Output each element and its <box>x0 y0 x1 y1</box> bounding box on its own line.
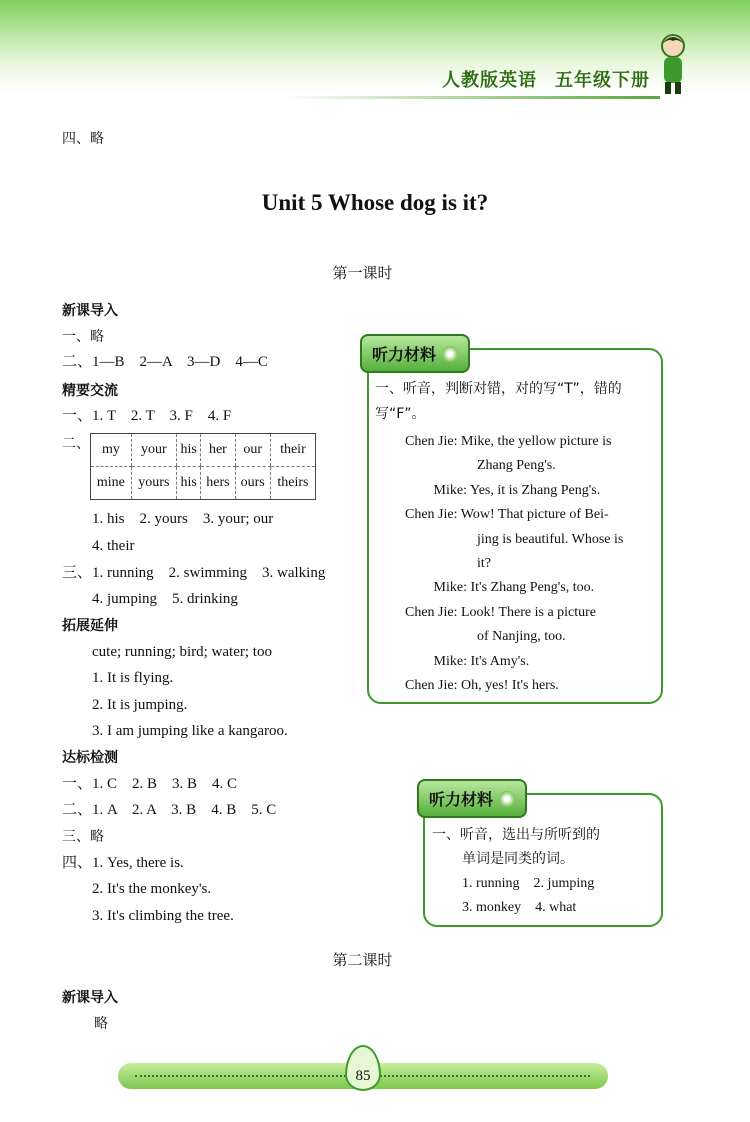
utterance: Mike, the yellow picture is <box>461 434 612 449</box>
test-line: 四、1. Yes, there is. <box>62 855 184 871</box>
table-cell: his <box>176 434 200 467</box>
utterance: Yes, it is Zhang Peng's. <box>469 482 601 498</box>
exchange-answer-line: 4. their <box>92 538 135 554</box>
new-intro-heading: 新课导入 <box>62 303 118 319</box>
table-cell: ours <box>235 467 270 500</box>
page-number: 85 <box>345 1045 381 1091</box>
dialogue-line: it? <box>477 556 491 572</box>
listening-instruction: 写“F”。 <box>375 406 426 422</box>
new-intro-item: 二、1—B 2—A 3—D 4—C <box>62 354 268 370</box>
unit-title: Unit 5 Whose dog is it? <box>261 190 489 215</box>
new-intro-item: 一、略 <box>62 329 104 345</box>
utterance: It's Amy's. <box>470 653 530 669</box>
dialogue-line <box>405 650 655 674</box>
table-cell: yours <box>131 467 176 500</box>
dialogue-line <box>405 430 655 454</box>
grade-name: 五年级下册 <box>555 70 650 90</box>
test-line: 3. It's climbing the tree. <box>92 908 234 924</box>
listening-instruction: 一、听音，选出与所听到的 <box>432 827 600 843</box>
listening-tab-label: 听力材料 <box>429 790 494 809</box>
extension-line: 2. It is jumping. <box>92 697 188 713</box>
exchange-item-label: 二、 <box>62 436 90 452</box>
dialogue-line: jing is beautiful. Whose is <box>477 531 624 547</box>
table-cell: your <box>131 434 176 467</box>
table-row <box>91 467 316 500</box>
book-title <box>424 66 650 92</box>
dialogue-line: Zhang Peng's. <box>477 458 556 474</box>
speaker: Chen Jie: <box>405 678 458 694</box>
dialogue-line <box>405 479 655 503</box>
table-cell: my <box>91 434 132 467</box>
flower-icon <box>442 346 458 362</box>
listening-material-tab <box>360 334 470 373</box>
table-cell: her <box>201 434 235 467</box>
lesson1-title: 第一课时 <box>332 264 393 282</box>
listening-instruction: 单词是同类的词。 <box>462 851 574 867</box>
utterance: Look! There is a picture <box>461 604 597 620</box>
exchange-answer-line: 三、1. running 2. swimming 3. walking <box>62 565 326 581</box>
dialogue-line <box>405 601 655 625</box>
lesson2-line: 略 <box>94 1016 108 1032</box>
test-line: 一、1. C 2. B 3. B 4. C <box>62 776 238 792</box>
table-cell: their <box>270 434 315 467</box>
mascot-illustration <box>655 32 691 96</box>
exchange-item: 一、1. T 2. T 3. F 4. F <box>62 408 232 424</box>
listening-instruction: 一、听音，判断对错，对的写“T”，错的 <box>375 381 622 397</box>
exchange-answer-line: 4. jumping 5. drinking <box>92 591 238 607</box>
dialogue-line <box>405 576 655 600</box>
prev-section-answer: 四、略 <box>62 131 104 147</box>
listening-answer-line: 3. monkey 4. what <box>462 900 577 915</box>
extension-line: 1. It is flying. <box>92 670 174 686</box>
speaker: Mike: <box>433 580 467 596</box>
lesson2-title: 第二课时 <box>332 951 393 969</box>
utterance: Wow! That picture of Bei- <box>460 507 609 523</box>
exchange-answer-line: 1. his 2. yours 3. your; our <box>92 511 274 527</box>
test-line: 三、略 <box>62 829 104 845</box>
dialogue-line: of Nanjing, too. <box>477 629 566 645</box>
dialogue-line <box>405 503 655 527</box>
header-divider <box>280 96 660 99</box>
utterance: It's Zhang Peng's, too. <box>470 580 595 596</box>
test-line: 二、1. A 2. A 3. B 4. B 5. C <box>62 802 277 818</box>
table-row <box>91 434 316 467</box>
table-cell: his <box>176 467 200 500</box>
extension-heading: 拓展延伸 <box>62 618 118 634</box>
listening-answer-line: 1. running 2. jumping <box>462 876 595 891</box>
speaker: Chen Jie: <box>405 604 458 620</box>
exchange-heading: 精要交流 <box>62 383 118 399</box>
listening-tab-label: 听力材料 <box>372 345 437 364</box>
pronoun-table <box>90 433 316 500</box>
listening-material-tab <box>417 779 527 818</box>
table-cell: hers <box>201 467 235 500</box>
flower-icon <box>499 791 515 807</box>
dialogue-line <box>405 674 655 698</box>
table-cell: our <box>235 434 270 467</box>
speaker: Mike: <box>433 482 467 498</box>
speaker: Chen Jie: <box>405 507 458 523</box>
lesson2-heading: 新课导入 <box>62 990 118 1006</box>
speaker: Mike: <box>433 653 467 669</box>
extension-line: cute; running; bird; water; too <box>92 644 272 660</box>
test-line: 2. It's the monkey's. <box>92 881 212 897</box>
speaker: Chen Jie: <box>405 434 458 449</box>
test-heading: 达标检测 <box>62 750 118 766</box>
listening-dialogue <box>405 430 655 698</box>
extension-line: 3. I am jumping like a kangaroo. <box>92 723 288 739</box>
table-cell: mine <box>96 475 125 490</box>
utterance: Oh, yes! It's hers. <box>461 678 559 694</box>
table-cell: theirs <box>270 467 315 500</box>
book-name: 人教版英语 <box>442 70 537 90</box>
